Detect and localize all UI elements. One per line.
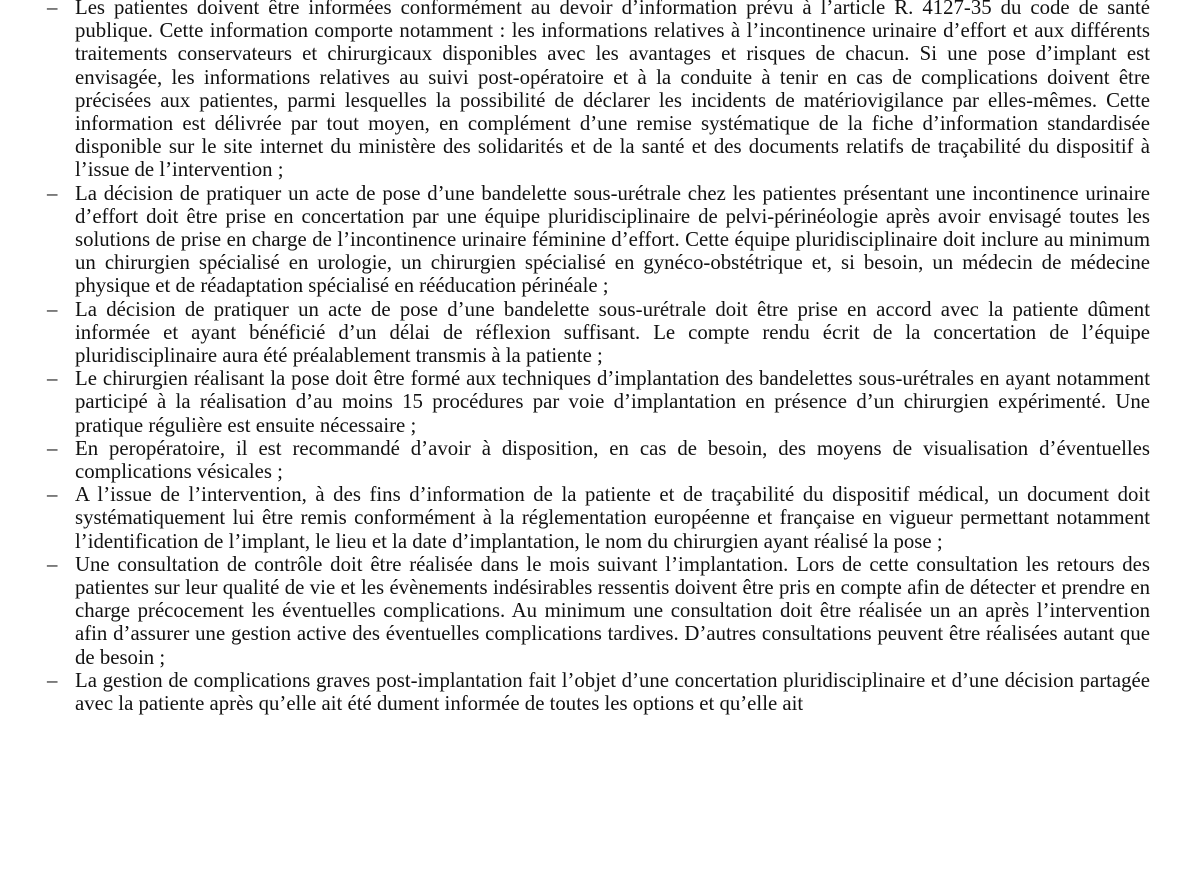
list-item — [0, 553, 1150, 669]
bullet-dash: – — [47, 297, 58, 321]
bullet-dash: – — [47, 668, 58, 692]
list-item-text: Les patientes doivent être informées conformément au devoir d’information prévu à l’article R. 4127-35 du code de santé publique. Cette information comporte notamment : les informations relatives à l’incontinence urinaire d’effort et aux différents traitements conservateurs et chirurgicaux disponibles avec les avantages et risques de chacun. Si une pose d’implant est envisagée, les informations relatives au suivi post-opératoire et à la conduite à tenir en cas de complications doivent être précisées aux patientes, parmi lesquelles la possibilité de déclarer les incidents de matériovigilance par elles-mêmes. Cette information est délivrée par tout moyen, en complément d’une remise systématique de la fiche d’information standardisée disponible sur le site internet du ministère des solidarités et de la santé et des documents relatifs de traçabilité du dispositif à l’issue de l’intervention ; — [75, 0, 1150, 182]
bullet-dash: – — [47, 367, 58, 391]
list-item-text: La décision de pratiquer un acte de pose d’une bandelette sous-urétrale chez les patientes présentant une incontinence urinaire d’effort doit être prise en concertation par une équipe pluridisciplinaire de pelvi-périnéologie après avoir envisagé toutes les solutions de prise en charge de l’incontinence urinaire féminine d’effort. Cette équipe pluridisciplinaire doit inclure au minimum un chirurgien spécialisé en urologie, un chirurgien spécialisé en gynéco-obstétrique et, si besoin, un médecin de médecine physique et de réadaptation spécialisé en rééducation périnéale ; — [75, 181, 1150, 298]
list-item — [0, 182, 1150, 298]
bullet-dash: – — [47, 0, 58, 19]
list-item — [0, 437, 1150, 483]
list-item-text: En peropératoire, il est recommandé d’avoir à disposition, en cas de besoin, des moyens de visualisation d’éventuelles complications vésicales ; — [75, 436, 1150, 484]
list-item-text: Le chirurgien réalisant la pose doit être formé aux techniques d’implantation des bandelettes sous-urétrales en ayant notamment participé à la réalisation d’au moins 15 procédures par voie d’implantation en présence d’un chirurgien expérimenté. Une pratique régulière est ensuite nécessaire ; — [75, 367, 1150, 437]
list-item-text: A l’issue de l’intervention, à des fins d’information de la patiente et de traçabilité du dispositif médical, un document doit systématiquement lui être remis conformément à la réglementation européenne et française en vigueur permettant notamment l’identification de l’implant, le lieu et la date d’implantation, le nom du chirurgien ayant réalisé la pose ; — [75, 483, 1150, 553]
list-item — [0, 367, 1150, 437]
bullet-dash: – — [47, 436, 58, 460]
bullet-dash: – — [47, 181, 58, 205]
list-item — [0, 669, 1150, 715]
list-item-text: Une consultation de contrôle doit être réalisée dans le mois suivant l’implantation. Lors de cette consultation les retours des patientes sur leur qualité de vie et les évènements indésirables ressentis doivent être pris en compte afin de détecter et prendre en charge précocement les éventuelles complications. Au minimum une consultation doit être réalisée un an après l’intervention afin d’assurer une gestion active des éventuelles complications tardives. D’autres consultations peuvent être réalisées autant que de besoin ; — [75, 552, 1150, 669]
list-item — [0, 483, 1150, 553]
list-item-text: La décision de pratiquer un acte de pose d’une bandelette sous-urétrale doit être prise en accord avec la patiente dûment informée et ayant bénéficié d’un délai de réflexion suffisant. Le compte rendu écrit de la concertation de l’équipe pluridisciplinaire aura été préalablement transmis à la patiente ; — [75, 297, 1150, 368]
list-item — [0, 0, 1150, 182]
bullet-dash: – — [47, 552, 58, 576]
list-item — [0, 298, 1150, 368]
list-item-text: La gestion de complications graves post-implantation fait l’objet d’une concertation pluridisciplinaire et d’une décision partagée avec la patiente après qu’elle ait été dument informée de toutes les options et qu’elle ait — [75, 668, 1150, 716]
bullet-dash: – — [47, 483, 58, 507]
